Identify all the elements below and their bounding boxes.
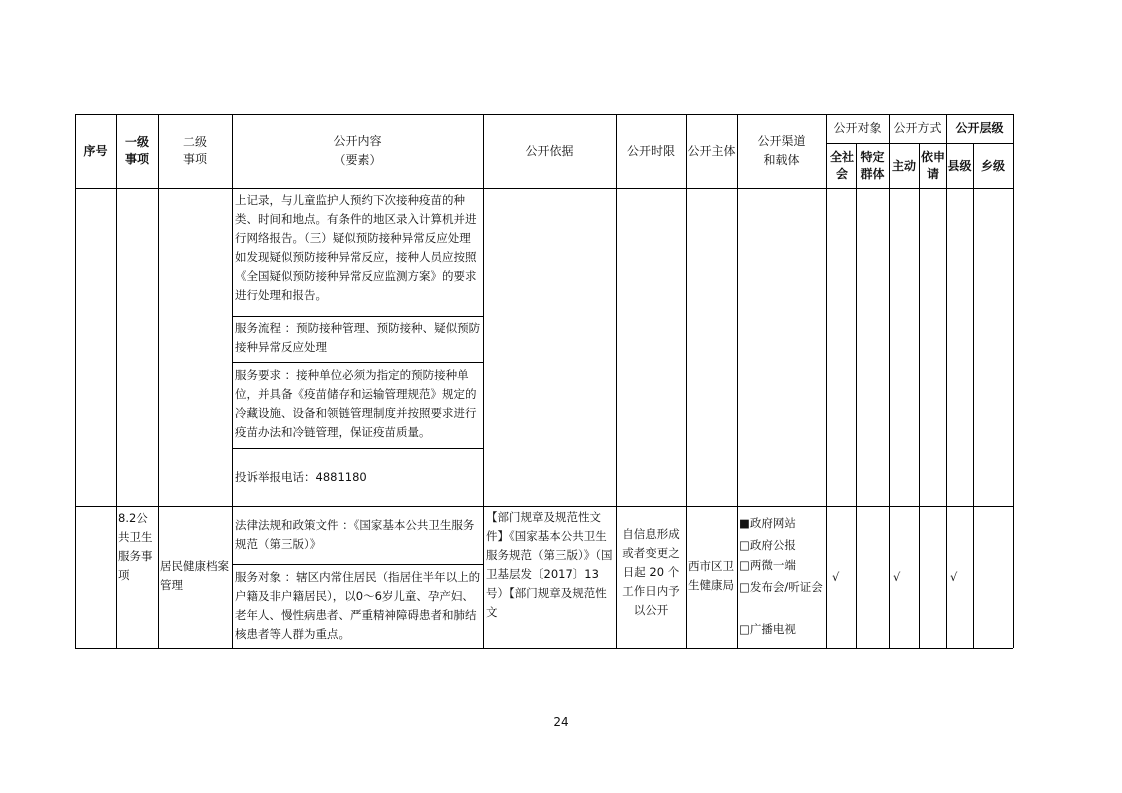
content-block-record: 上记录，与儿童监护人预约下次接种疫苗的种类、时间和地点。有条件的地区录入计算机并进行网络报告。（三）疑似预防接种异常反应处理如发现疑似预防接种异常反应，接种人员应按照《全国疑似预防接种异常反应监测方案》的要求进行处理和报告。 (235, 193, 477, 302)
channel-gov-bulletin: □政府公报 (739, 538, 796, 552)
header-level2: 二级事项 (182, 135, 207, 166)
channel-weibo-wechat-app: □两微一端 (739, 558, 796, 572)
header-target: 公开对象 (833, 121, 882, 135)
header-level1: 一级事项 (124, 135, 149, 166)
page-number: 24 (553, 715, 569, 729)
channel-press-hearing: □发布会/听证会 (739, 580, 823, 594)
row82-content-targets: 服务对象 ：辖区内常住居民（指居住半年以上的户籍及非户籍居民），以0～6岁儿童、孕产妇、老年人、慢性病患者、严重精神障碍患者和肺结核患者等人群为重点。 (235, 570, 481, 641)
check-level-county: √ (950, 570, 958, 584)
content-block-requirements: 服务要求 ：接种单位必须为指定的预防接种单位，并具备《疫苗储存和运输管理规范》规定的冷藏设施、设备和领链管理制度并按照要求进行疫苗办法和冷链管理，保证疫苗质量。 (235, 368, 477, 439)
header-content-line1: 公开内容 (333, 134, 382, 148)
channel-gov-website: ■政府网站 (739, 516, 796, 530)
header-time-limit: 公开时限 (626, 144, 675, 158)
header-method-active: 主动 (891, 159, 916, 173)
content-block-hotline: 投诉举报电话：4881180 (235, 470, 367, 484)
header-seq: 序号 (83, 144, 108, 158)
row82-subject: 西市区卫生健康局 (688, 559, 734, 592)
row82-time-limit: 自信息形成或者变更之日起 20 个工作日内予以公开 (622, 527, 680, 617)
header-level: 公开层级 (955, 121, 1004, 135)
content-block-process: 服务流程 ：预防接种管理、预防接种、疑似预防接种异常反应处理 (235, 321, 481, 354)
header-method: 公开方式 (893, 121, 942, 135)
header-target-specific: 特定群体 (860, 150, 885, 181)
channel-broadcast-tv: □广播电视 (739, 622, 796, 636)
header-level-township: 乡级 (980, 159, 1005, 173)
header-level-county: 县级 (947, 159, 972, 173)
header-basis: 公开依据 (525, 144, 574, 158)
header-target-all: 全社会 (829, 150, 854, 181)
header-content-line2: （要素） (333, 153, 382, 167)
header-channel-line1: 公开渠道 (757, 134, 806, 148)
row82-level2: 居民健康档案管理 (160, 559, 229, 592)
header-subject: 公开主体 (687, 144, 736, 158)
check-target-all: √ (832, 570, 840, 584)
row82-content-laws: 法律法规和政策文件 ：《国家基本公共卫生服务规范（第三版）》 (235, 518, 475, 551)
row82-basis: 【部门规章及规范性文件】《国家基本公共卫生服务规范（第三版）》（国卫基层发〔2017〕13 号）【部门规章及规范性文 (486, 510, 613, 619)
check-method-active: √ (893, 570, 901, 584)
header-method-apply: 依申请 (921, 150, 946, 181)
row82-level1: 8.2公共卫生服务事项 (118, 511, 153, 582)
header-channel-line2: 和载体 (763, 153, 800, 167)
